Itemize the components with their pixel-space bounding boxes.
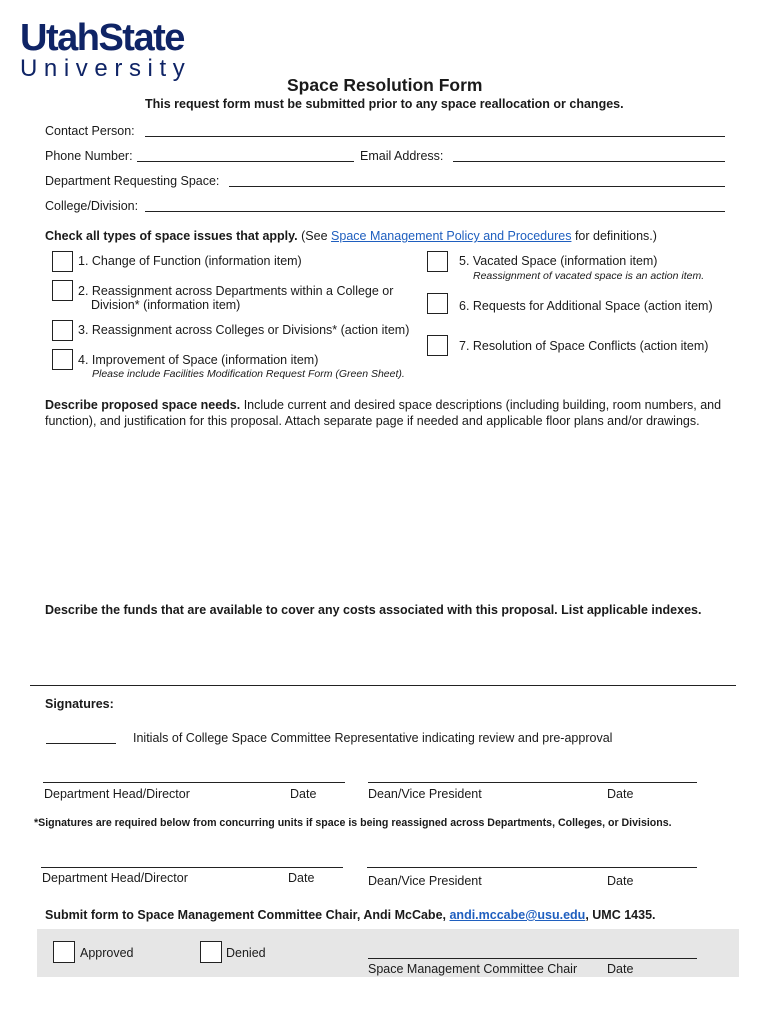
checkbox-resolution-conflicts[interactable] <box>427 335 448 356</box>
section-divider <box>30 685 736 686</box>
college-division-label: College/Division: <box>45 199 139 213</box>
item-2-label-cont: Division* (information item) <box>91 298 241 312</box>
concurring-dean-signature-line[interactable] <box>367 867 697 868</box>
department-requesting-label: Department Requesting Space: <box>45 174 220 188</box>
dean-label: Dean/Vice President <box>368 787 482 801</box>
describe-needs-bold: Describe proposed space needs. <box>45 398 241 412</box>
submit-instructions <box>45 908 656 922</box>
check-heading-bold: Check all types of space issues that apply. <box>45 229 298 243</box>
checkbox-additional-space[interactable] <box>427 293 448 314</box>
chair-date-label: Date <box>607 962 634 976</box>
checkbox-change-of-function[interactable] <box>52 251 73 272</box>
department-requesting-field[interactable] <box>229 186 725 187</box>
logo-wordmark-university: University <box>20 55 192 82</box>
initials-label: Initials of College Space Committee Representative indicating review and pre-approval <box>133 731 613 745</box>
initials-field[interactable] <box>46 743 116 744</box>
checkbox-reassignment-colleges[interactable] <box>52 320 73 341</box>
item-2-label: 2. Reassignment across Departments within a College or <box>78 284 394 298</box>
usu-logo <box>20 18 220 81</box>
checkbox-reassignment-departments[interactable] <box>52 280 73 301</box>
space-needs-response-area[interactable] <box>45 434 725 594</box>
check-section-heading <box>45 229 657 243</box>
signatures-heading: Signatures: <box>45 697 114 711</box>
phone-number-label: Phone Number: <box>45 149 133 163</box>
item-6-label: 6. Requests for Additional Space (action item) <box>459 299 713 313</box>
contact-person-label: Contact Person: <box>45 124 135 138</box>
phone-number-field[interactable] <box>137 161 354 162</box>
concurring-note: *Signatures are required below from concurring units if space is being reassigned across Departments, Colleges, or Divisions. <box>34 817 672 829</box>
policy-link[interactable]: Space Management Policy and Procedures <box>331 229 572 243</box>
describe-needs-text1: Include current and desired space descriptions (including building, room numbers, and <box>243 398 722 412</box>
submit-prefix: Submit form to Space Management Committee Chair, Andi McCabe, <box>45 908 446 922</box>
dept-head-signature-line[interactable] <box>43 782 345 783</box>
check-see-suffix: for definitions.) <box>574 229 657 243</box>
denied-label: Denied <box>226 946 266 960</box>
checkbox-approved[interactable] <box>53 941 75 963</box>
concurring-dean-label: Dean/Vice President <box>368 874 482 888</box>
college-division-field[interactable] <box>145 211 725 212</box>
approved-label: Approved <box>80 946 134 960</box>
dean-signature-line[interactable] <box>368 782 697 783</box>
logo-wordmark-utahstate: UtahState <box>20 17 184 59</box>
item-3-label: 3. Reassignment across Colleges or Divisions* (action item) <box>78 323 410 337</box>
form-title: Space Resolution Form <box>287 75 483 95</box>
concurring-dept-head-signature-line[interactable] <box>41 867 343 868</box>
describe-needs-line1 <box>45 398 745 412</box>
item-5-note: Reassignment of vacated space is an action item. <box>473 270 705 282</box>
checkbox-vacated-space[interactable] <box>427 251 448 272</box>
checkbox-denied[interactable] <box>200 941 222 963</box>
submit-suffix: , UMC 1435. <box>585 908 656 922</box>
email-address-label: Email Address: <box>360 149 444 163</box>
dept-head-label: Department Head/Director <box>44 787 190 801</box>
chair-signature-line[interactable] <box>368 958 697 959</box>
checkbox-improvement-of-space[interactable] <box>52 349 73 370</box>
item-5-label: 5. Vacated Space (information item) <box>459 254 658 268</box>
concurring-dept-head-label: Department Head/Director <box>42 871 188 885</box>
contact-person-field[interactable] <box>145 136 725 137</box>
funds-response-area[interactable] <box>45 622 725 678</box>
item-1-label: 1. Change of Function (information item) <box>78 254 302 268</box>
item-4-note: Please include Facilities Modification Request Form (Green Sheet). <box>92 368 405 380</box>
chair-label: Space Management Committee Chair <box>368 962 578 976</box>
chair-email-link[interactable]: andi.mccabe@usu.edu <box>449 908 586 922</box>
form-subtitle: This request form must be submitted prior to any space reallocation or changes. <box>145 97 624 111</box>
concurring-dean-date-label: Date <box>607 874 634 888</box>
describe-funds-prompt: Describe the funds that are available to cover any costs associated with this proposal. List applicable indexes. <box>45 603 702 617</box>
item-7-label: 7. Resolution of Space Conflicts (action item) <box>459 339 709 353</box>
dean-date-label: Date <box>607 787 634 801</box>
concurring-dept-head-date-label: Date <box>288 871 315 885</box>
email-address-field[interactable] <box>453 161 725 162</box>
describe-needs-line2: function), and justification for this proposal. Attach separate page if needed and applicable floor plans and/or drawings. <box>45 414 700 428</box>
dept-head-date-label: Date <box>290 787 317 801</box>
check-see-prefix: (See <box>301 229 328 243</box>
item-4-label: 4. Improvement of Space (information item) <box>78 353 319 367</box>
